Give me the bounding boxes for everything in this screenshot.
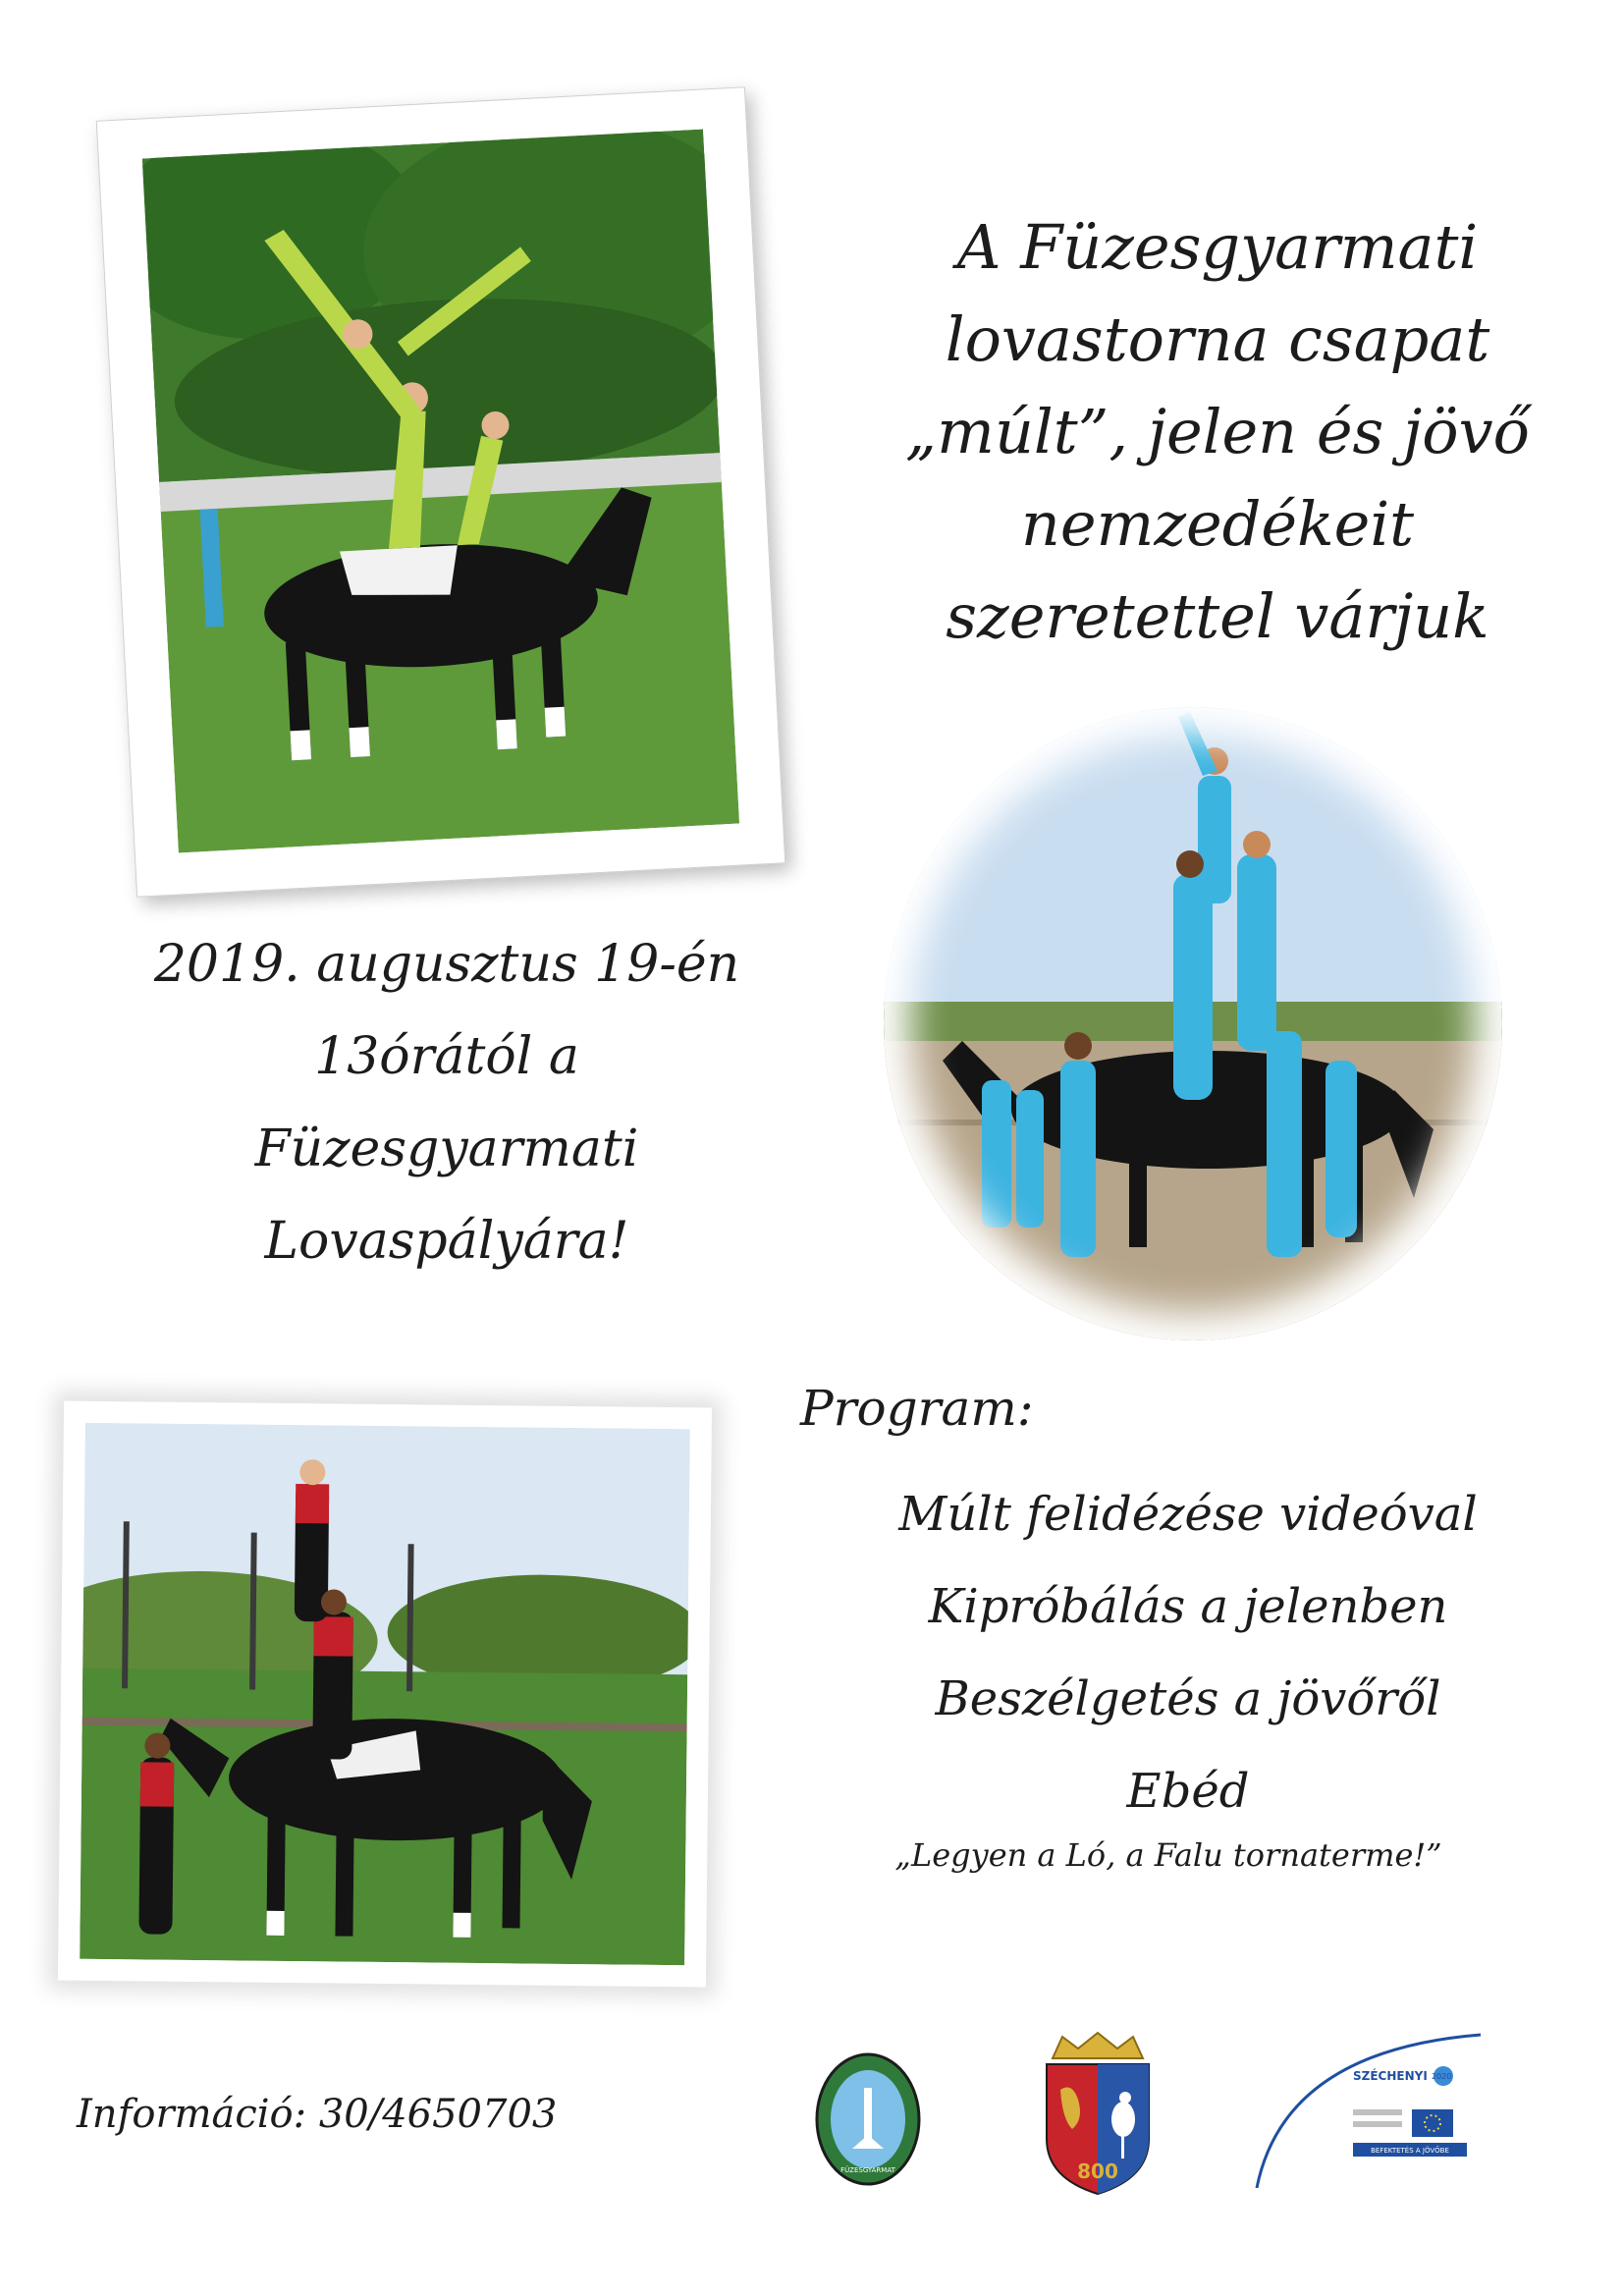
green-vaulters-image — [142, 130, 739, 853]
crest-icon — [1039, 2031, 1157, 2198]
town-crest — [1039, 2031, 1157, 2202]
photo-green-vaulters — [96, 86, 786, 898]
program-item: Beszélgetés a jövőről — [935, 1671, 1441, 1726]
motto: „Legyen a Ló, a Falu tornaterme!” — [894, 1836, 1442, 1874]
photo-blue-vaulters — [884, 707, 1502, 1340]
program-item: Kipróbálás a jelenben — [928, 1579, 1448, 1634]
title-line: nemzedékeit — [1020, 488, 1415, 560]
szechenyi-slogan: BEFEKTETÉS A JÖVŐBE — [1371, 2147, 1449, 2155]
program-item: Ebéd — [1126, 1764, 1250, 1819]
title-line: A Füzesgyarmati — [956, 211, 1479, 283]
photo-red-vaulters — [58, 1401, 712, 1988]
event-details — [108, 918, 785, 1287]
szechenyi-badge: 2020 — [1432, 2072, 1452, 2081]
crest-year: 800 — [1077, 2159, 1118, 2183]
club-ring-text: FÜZESGYARMAT — [840, 2166, 895, 2174]
contact-info: Információ: 30/4650703 — [77, 2092, 558, 2137]
program-heading: Program: — [800, 1380, 1034, 1437]
event-venue: Lovaspályára! — [264, 1212, 629, 1271]
szechenyi-plan-icon — [1245, 2031, 1500, 2188]
club-logo — [813, 2050, 923, 2192]
title-line: „múlt”, jelen és jövő — [905, 396, 1530, 467]
event-time: 13órától a — [314, 1027, 579, 1086]
szechenyi-2020-logo — [1245, 2031, 1500, 2192]
szechenyi-label: SZÉCHENYI — [1353, 2069, 1428, 2083]
program-list — [815, 1468, 1561, 1837]
title-line: lovastorna csapat — [945, 303, 1490, 375]
poster-title — [864, 201, 1571, 663]
red-vaulters-image — [80, 1423, 690, 1965]
event-venue: Füzesgyarmati — [254, 1120, 639, 1178]
title-line: szeretettel várjuk — [946, 580, 1489, 652]
blue-vaulters-image — [884, 707, 1502, 1340]
eu-flag-icon — [1412, 2109, 1453, 2137]
event-date: 2019. augusztus 19-én — [153, 935, 740, 994]
program-item: Múlt felidézése videóval — [898, 1487, 1478, 1542]
club-emblem-icon — [813, 2050, 923, 2188]
